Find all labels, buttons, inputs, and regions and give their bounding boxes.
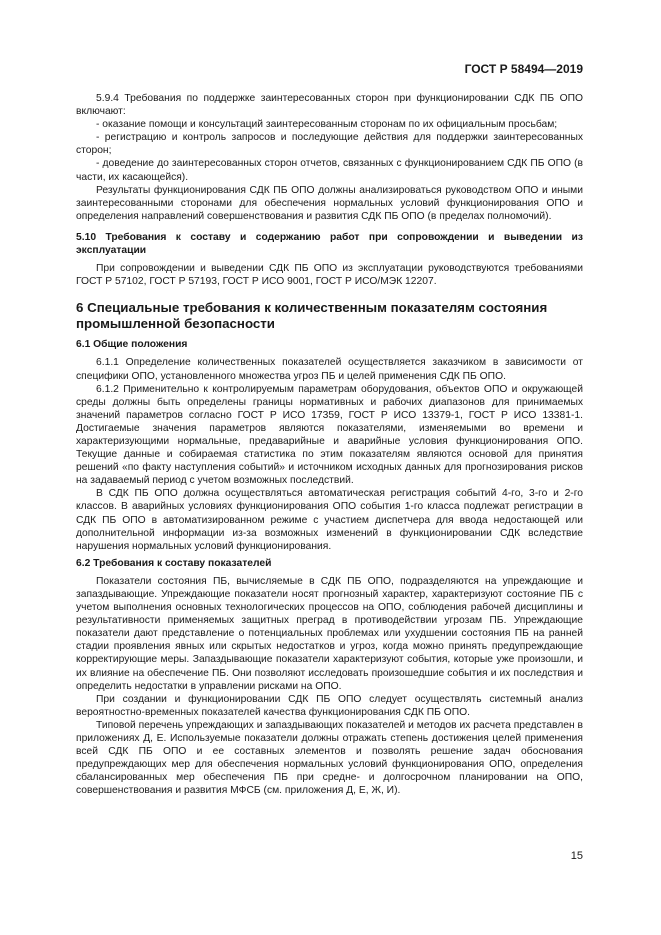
sec-5-9-4-intro: 5.9.4 Требования по поддержке заинтересованных сторон при функционировании СДК ПБ ОПО включают:: [76, 93, 583, 118]
paragraph-6-2-1: Показатели состояния ПБ, вычисляемые в СДК ПБ ОПО, подразделяются на упреждающие и запаздывающие. Упреждающие показатели носят прогнозный характер, характеризуют состояние ПБ с учетом выполнения основных технологических процессов на ОПО, соблюдения рабочей дисциплины и результативности применяемых защитных преград в противодействии угрозам ПБ. Упреждающие показатели дают представление о потенциальных проблемах или ухудшении состояния ПБ на ранней стадии проявления явных или скрытых недостатков и угроз, когда можно принять предупреждающие корректирующие меры. Запаздывающие показатели характеризуют события, которые уже произошли, и их влияние на обеспечение ПБ. Они позволяют исследовать произошедшие события и их последствия и определить недостатки в управлении рисками на ОПО.: [76, 575, 583, 692]
paragraph-6-1-2: 6.1.2 Применительно к контролируемым параметрам оборудования, объектов ОПО и окружающей среды должны быть определены границы нормативных и рабочих диапазонов для принимаемых значений параметров согласно ГОСТ Р ИСО 17359, ГОСТ Р ИСО 13379-1, ГОСТ Р ИСО 13381-1. Достигаемые значения параметров являются показателями, изменяемыми во времени и характеризующими нормальные, предаварийные и аварийные условия функционирования ОПО. Текущие данные и собираемая статистика по этим показателям являются основой для принятия решений «по факту наступления событий» и источником исходных данных для прогнозирования рисков на задаваемый период с учетом возможных последствий.: [76, 383, 583, 487]
section-heading-5-10: 5.10 Требования к составу и содержанию работ при сопровождении и выведении из эксплуатации: [76, 231, 583, 257]
list-item: - регистрацию и контроль запросов и последующие действия для поддержки заинтересованных сторон;: [76, 132, 583, 157]
page-content: [76, 92, 583, 798]
sec-5-9-4-results: Результаты функционирования СДК ПБ ОПО должны анализироваться руководством ОПО и иными заинтересованными сторонами для обеспечения нормальных условий функционирования ОПО и определения направлений совершенствования и развития СДК ПБ ОПО (в пределах полномочий).: [76, 184, 583, 222]
paragraph-6-2-2: При создании и функционировании СДК ПБ ОПО следует осуществлять системный анализ вероятностно-временных показателей качества функционирования СДК ПБ ОПО.: [76, 693, 583, 718]
section-heading-6: 6 Специальные требования к количественным показателям состояния промышленной безопасности: [76, 300, 548, 332]
sec-5-10-text: При сопровождении и выведении СДК ПБ ОПО из эксплуатации руководствуются требованиями ГОСТ Р 57102, ГОСТ Р 57193, ГОСТ Р ИСО 9001, ГОСТ Р ИСО/МЭК 12207.: [76, 263, 583, 288]
list-item: - оказание помощи и консультаций заинтересованным сторонам по их официальным просьбам;: [96, 119, 558, 131]
doc-code-header: ГОСТ Р 58494—2019: [464, 62, 583, 76]
section-heading-6-1: 6.1 Общие положения: [76, 339, 188, 351]
paragraph-6-1-1: 6.1.1 Определение количественных показателей осуществляется заказчиком в зависимости от специфики ОПО, установленного множества угроз ПБ и целей применения СДК ПБ ОПО.: [76, 357, 583, 382]
paragraph-6-1-3: В СДК ПБ ОПО должна осуществляться автоматическая регистрация событий 4-го, 3-го и 2-го классов. В аварийных условиях функционирования ОПО события 1-го класса подлежат регистрации в СДК ПБ ОПО в автоматизированном режиме с участием диспетчера для ввода недостающей или дополнительной информации из-за возможных изменений в функционировании СДК вследствие нарушения нормальных условий функционирования.: [76, 488, 583, 552]
page-number: 15: [570, 850, 583, 862]
paragraph-6-2-3: Типовой перечень упреждающих и запаздывающих показателей и методов их расчета представлен в приложениях Д, Е. Используемые показатели должны отражать степень достижения целей применения всей СДК ПБ ОПО и ее составных элементов и позволять решение задач обоснования предупреждающих мер для обеспечения нормальных условий функционирования ОПО, определения сбалансированных мер обеспечения ПБ при средне- и долгосрочном планировании на ОПО, совершенствования и развития МФСБ (см. приложения Д, Е, Ж, И).: [76, 719, 583, 797]
list-item: - доведение до заинтересованных сторон отчетов, связанных с функционированием СДК ПБ ОПО (в части, их касающейся).: [76, 158, 583, 183]
section-heading-6-2: 6.2 Требования к составу показателей: [76, 557, 272, 569]
